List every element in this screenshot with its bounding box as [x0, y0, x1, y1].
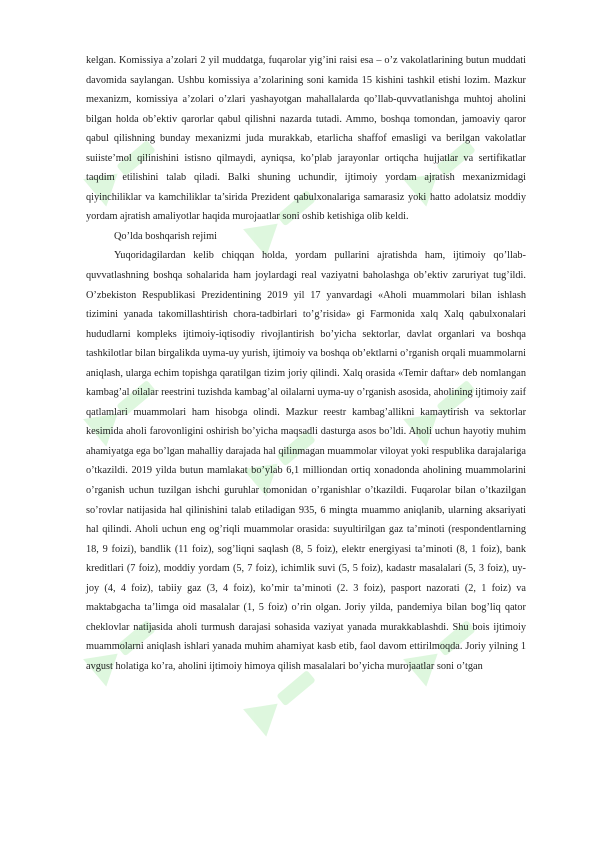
paragraph-1: kelgan. Komissiya a’zolari 2 yil muddatga, fuqarolar yig’ini raisi esa – o’z vakolatlarining butun muddati davomida saylangan. Ushbu komissiya a’zolarining soni kamida 15 kishini tashkil etishi lozim. Mazkur mexanizm, komissiya a’zolari o’zlari yashayotgan mahallalarda qo’llab-quvvatlanishga muhtoj aholini bilgan holda ob’ektiv qarorlar qabul qilishni nazarda tutadi. Ammo, boshqa tomondan, jamoaviy qaror qabul qilishning bunday mexanizmi juda murakkab, etarlicha shaffof emasligi va berilgan vakolatlar suiiste’mol qilinishini istisno qilmaydi, ayniqsa, ko’plab jarayonlar ortiqcha hujjatlar va sertifikatlar taqdim etilishini talab qiladi. Balki shuning uchundir, ijtimoiy yordam ajratish mexanizmidagi qiyinchiliklar va kamchiliklar ta’sirida Prezident qabulxonalariga samarasiz yoki hatto adolatsiz moddiy yordam ajratish amaliyotlar haqida murojaatlar soni oshib ketishiga olib keldi. — [86, 55, 526, 223]
document-body — [86, 51, 526, 677]
paragraph-2: Yuqoridagilardan kelib chiqqan holda, yordam pullarini ajratishda ham, ijtimoiy qo’llab-quvvatlashning boshqa sohalarida ham joylardagi real vaziyatni baholashga ob’ektiv zaruriyat tug’ildi. O’zbekiston Respublikasi Prezidentining 2019 yil 17 yanvardagi «Aholi muammolari bilan ishlash tizimini yanada takomillashtirish chora-tadbirlari to’g’risida» gi Farmonida xalq Xalq qabulxonalari hududlarni kompleks ijtimoiy-iqtisodiy rivojlantirish bo’yicha sektorlar, davlat organlari va boshqa tashkilotlar bilan birgalikda uyma-uy yurish, ijtimoiy va boshqa ob’ektlarni o’rganish orqali muammolarni aniqlash, ularga echim topishga qaratilgan tizim joriy qilindi. Xalq orasida «Temir daftar» deb nomlangan kambag’al oilalar reestrini tuzishda kambag’al oilalarni uyma-uy o’rganish asosida, aholining ijtimoiy zaif qatlamlari muammolari ham hisobga olindi. Mazkur reestr kambag’allikni kamaytirish va sektorlar kesimida aholi farovonligini oshirish bo’yicha maqsadli dasturga asos bo’ldi. Aholi uchun hayotiy muhim ahamiyatga ega bo’lgan mahalliy darajada hal qilinmagan muammolar viloyat yoki respublika darajalariga o’tkazildi. 2019 yilda butun mamlakat bo’ylab 6,1 milliondan ortiq xonadonda aholining muammolarini o’rganish uchun tuzilgan ishchi guruhlar tomonidan o’rganishlar o’tkazildi. Fuqarolar bilan o’tkazilgan so’rovlar natijasida hal qilinishini talab etiladigan 935, 6 mingta muammo aniqlanib, ularning aksariyati hal qilindi. Aholi uchun eng og’riqli muammolar orasida: suyultirilgan gaz ta’minoti (respondentlarning 18, 9 foizi), bandlik (11 foiz), sog’liqni saqlash (8, 5 foiz), elektr energiyasi ta’minoti (8, 1 foiz), bank kreditlari (7 foiz), moddiy yordam (5, 7 foiz), ichimlik suvi (5, 5 foiz), kadastr masalalari (5, 3 foiz), uy-joy (4, 4 foiz), tabiiy gaz (3, 4 foiz), ko’mir ta’minoti (2. 3 foiz), pasport nazorati (2, 1 foiz) va maktabgacha ta’limga oid masalalar (1, 5 foiz) o’rin olgan. Joriy yilda, pandemiya bilan bog’liq qator cheklovlar natijasida aholi turmush darajasi sohasida vaziyat yanada murakkablashdi. Shu bois ijtimoiy muammolarni aniqlash ishlari yanada muhim ahamiyat kasb etib, faol davom ettirilmoqda. Joriy yilning 1 avgust holatiga ko’ra, aholini ijtimoiy himoya qilish masalalari bo’yicha murojaatlar soni o’tgan — [86, 250, 526, 672]
section-heading: Qo’lda boshqarish rejimi — [114, 230, 217, 242]
